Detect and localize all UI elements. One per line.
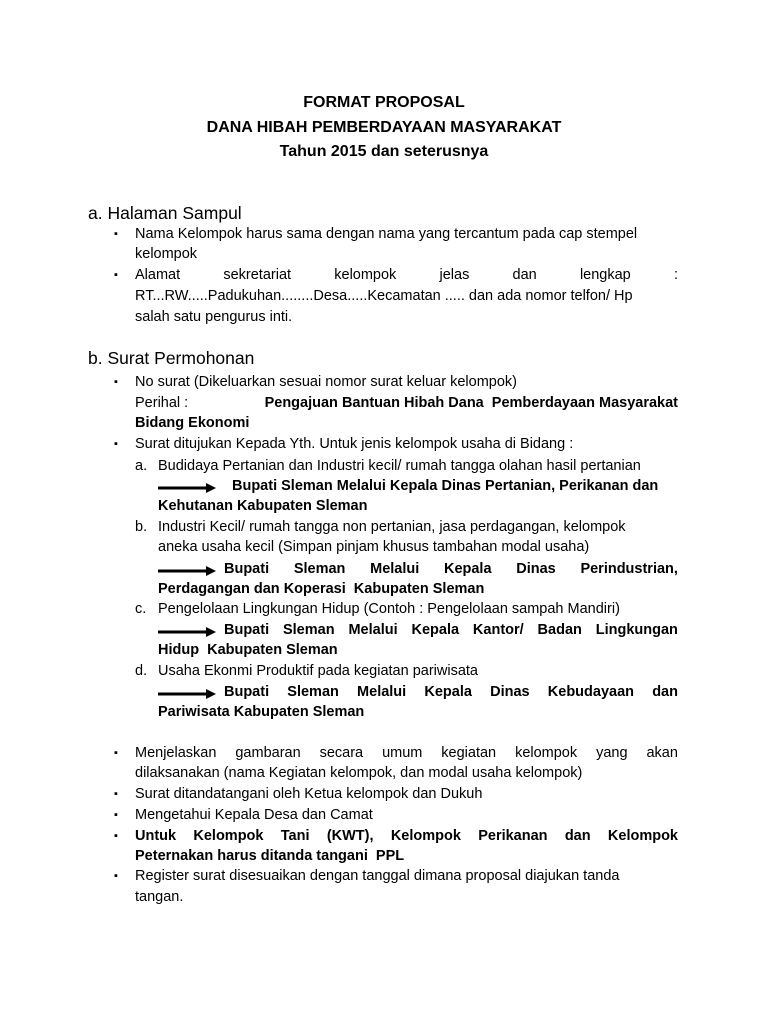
bullet-icon: ▪ — [114, 228, 118, 240]
title-line-1: FORMAT PROPOSAL — [303, 94, 465, 111]
mengetahui: Mengetahui Kepala Desa dan Camat — [135, 807, 373, 823]
bullet-icon: ▪ — [114, 870, 118, 882]
item-b-text-line-2: aneka usaha kecil (Simpan pinjam khusus tambahan modal usaha) — [158, 539, 590, 555]
word: sekretariat — [223, 267, 292, 283]
ditandatangani: Surat ditandatangani oleh Ketua kelompok dan Dukuh — [135, 786, 483, 802]
word: Alamat — [135, 267, 181, 283]
word: gambaran — [235, 745, 301, 761]
word: Dinas — [490, 684, 530, 700]
register-line-1: Register surat disesuaikan dengan tanggal dimana proposal diajukan tanda — [135, 868, 620, 884]
item-a-destination-line-2: Kehutanan Kabupaten Sleman — [158, 498, 368, 514]
word: kelompok — [515, 745, 578, 761]
word: Perikanan — [478, 828, 548, 844]
word: Untuk — [135, 828, 177, 844]
item-a-text: Budidaya Pertanian dan Industri kecil/ rumah tangga olahan hasil pertanian — [158, 458, 641, 474]
word: : — [673, 267, 678, 283]
word: Bupati — [224, 622, 270, 638]
word: kelompok — [334, 267, 397, 283]
item-d-destination-line-2: Pariwisata Kabupaten Sleman — [158, 704, 365, 720]
item-b-text-line-1: Industri Kecil/ rumah tangga non pertanian, jasa perdagangan, kelompok — [158, 519, 626, 535]
word: Melalui — [370, 561, 420, 577]
title-line-3: Tahun 2015 dan seterusnya — [279, 143, 489, 160]
item-d-text: Usaha Ekonmi Produktif pada kegiatan pariwisata — [158, 663, 478, 679]
word: dan — [564, 828, 591, 844]
item-d-destination-line-1 — [224, 683, 678, 701]
word: (KWT), — [326, 828, 374, 844]
word: Sleman — [293, 561, 346, 577]
word: Melalui — [348, 622, 398, 638]
bullet-icon: ▪ — [114, 788, 118, 800]
word: Sleman — [282, 622, 335, 638]
bullet-icon: ▪ — [114, 809, 118, 821]
sampul-bullet-2-line-1 — [135, 266, 678, 284]
perihal-prefix: Perihal : — [135, 395, 189, 411]
word: Menjelaskan — [135, 745, 217, 761]
item-c-destination-line-1 — [224, 621, 678, 639]
bullet-icon: ▪ — [114, 269, 118, 281]
item-a-destination-line-1: Bupati Sleman Melalui Kepala Dinas Pertanian, Perikanan dan — [232, 478, 659, 494]
word: Kebudayaan — [547, 684, 635, 700]
word: Kelompok — [607, 828, 678, 844]
word: umum — [382, 745, 423, 761]
word: lengkap — [579, 267, 631, 283]
word: jelas — [439, 267, 470, 283]
word: Kepala — [411, 622, 460, 638]
word: Lingkungan — [595, 622, 678, 638]
word: yang — [596, 745, 628, 761]
sampul-bullet-2-line-2: RT...RW.....Padukuhan........Desa.....Kecamatan ..... dan ada nomor telfon/ Hp — [135, 288, 633, 304]
ppl-line-1 — [135, 827, 678, 845]
menjelaskan-line-2: dilaksanakan (nama Kegiatan kelompok, dan modal usaha kelompok) — [135, 765, 583, 781]
ditujukan: Surat ditujukan Kepada Yth. Untuk jenis kelompok usaha di Bidang : — [135, 436, 574, 452]
perihal-line-1 — [135, 394, 678, 412]
item-a-label: a. — [135, 458, 148, 474]
bullet-icon: ▪ — [114, 438, 118, 450]
bullet-icon: ▪ — [114, 747, 118, 759]
word: Perindustrian, — [580, 561, 678, 577]
item-c-text: Pengelolaan Lingkungan Hidup (Contoh : Pengelolaan sampah Mandiri) — [158, 601, 620, 617]
sampul-bullet-1-line-1: Nama Kelompok harus sama dengan nama yang tercantum pada cap stempel — [135, 226, 638, 242]
arrow-right-icon — [158, 688, 216, 700]
word: Dinas — [516, 561, 556, 577]
word: Sleman — [287, 684, 339, 700]
word: Kepala — [424, 684, 472, 700]
item-b-destination-line-1 — [224, 560, 678, 578]
section-a-heading: a. Halaman Sampul — [88, 203, 242, 223]
item-d-label: d. — [135, 663, 148, 679]
perihal-line-2: Bidang Ekonomi — [135, 415, 250, 431]
no-surat: No surat (Dikeluarkan sesuai nomor surat keluar kelompok) — [135, 374, 517, 390]
word: secara — [319, 745, 364, 761]
arrow-right-icon — [158, 482, 216, 494]
word: Badan — [537, 622, 582, 638]
sampul-bullet-1-line-2: kelompok — [135, 246, 198, 262]
word: Bupati — [224, 684, 270, 700]
word: akan — [646, 745, 678, 761]
word: Kepala — [443, 561, 492, 577]
section-b-heading: b. Surat Permohonan — [88, 348, 255, 368]
item-b-label: b. — [135, 519, 148, 535]
item-c-destination-line-2: Hidup Kabupaten Sleman — [158, 642, 338, 658]
word: Bupati — [224, 561, 270, 577]
menjelaskan-line-1 — [135, 744, 678, 762]
word: Tani — [280, 828, 310, 844]
arrow-right-icon — [158, 626, 216, 638]
bullet-icon: ▪ — [114, 376, 118, 388]
word: dan — [652, 684, 678, 700]
item-c-label: c. — [135, 601, 147, 617]
sampul-bullet-2-line-3: salah satu pengurus inti. — [135, 309, 293, 325]
word: dan — [512, 267, 537, 283]
ppl-line-2: Peternakan harus ditanda tangani PPL — [135, 848, 405, 864]
word: Kantor/ — [472, 622, 524, 638]
perihal-bold: Pengajuan Bantuan Hibah Dana Pemberdayaan Masyarakat — [264, 395, 678, 411]
word: Melalui — [357, 684, 407, 700]
word: kegiatan — [441, 745, 497, 761]
word: Kelompok — [390, 828, 461, 844]
arrow-right-icon — [158, 565, 216, 577]
register-line-2: tangan. — [135, 889, 184, 905]
title-line-2: DANA HIBAH PEMBERDAYAAN MASYARAKAT — [206, 119, 562, 136]
item-b-destination-line-2: Perdagangan dan Koperasi Kabupaten Sleman — [158, 581, 485, 597]
word: Kelompok — [193, 828, 264, 844]
bullet-icon: ▪ — [114, 830, 118, 842]
